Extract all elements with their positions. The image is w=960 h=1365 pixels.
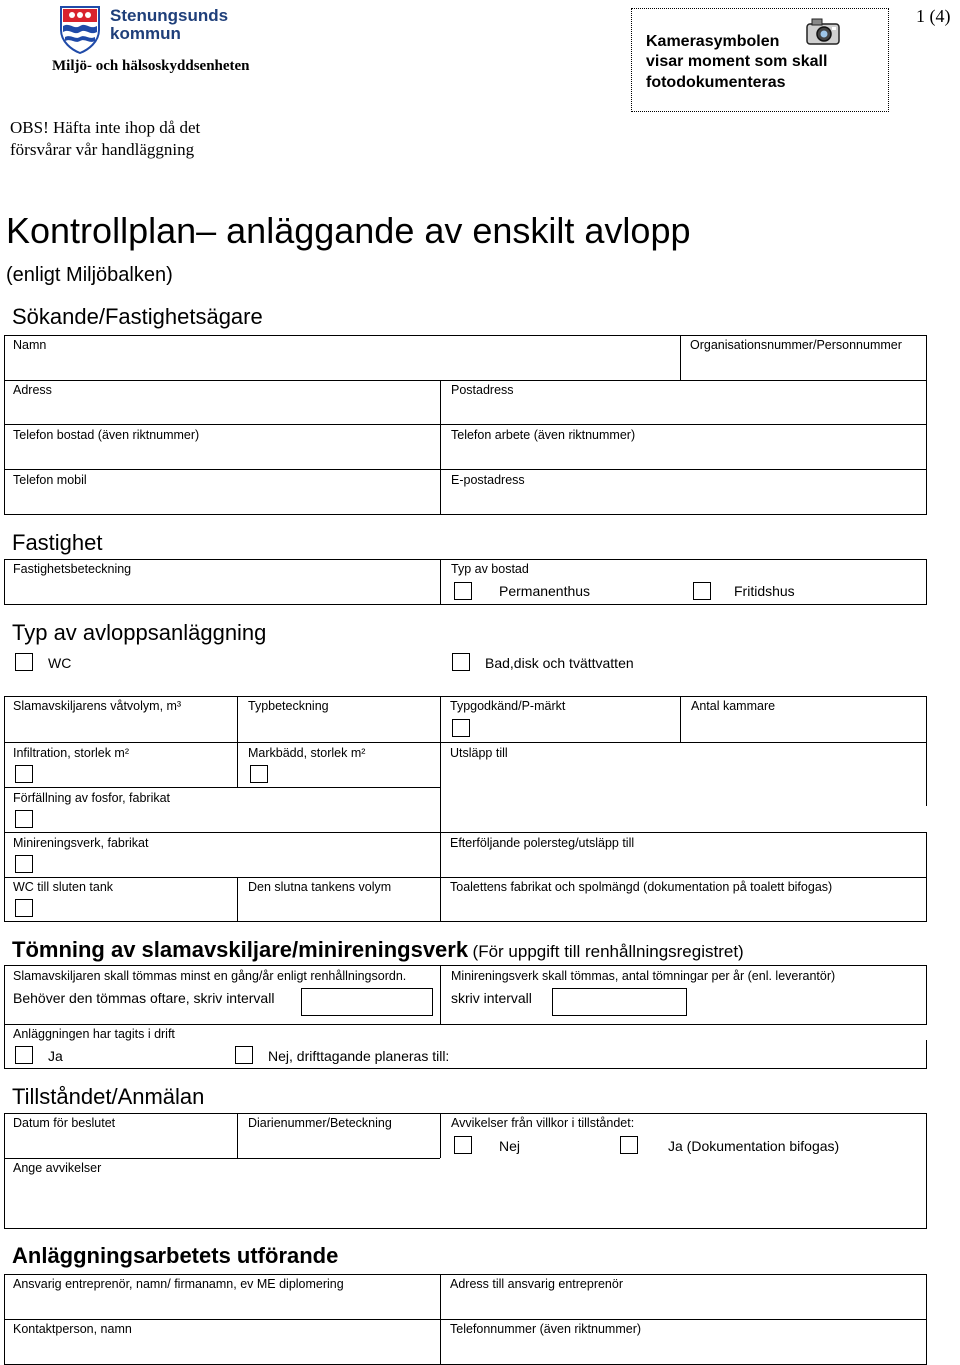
contractor-label: Ansvarig entreprenör, namn/ firmanamn, ev ME diplomering	[13, 1277, 344, 1291]
emptying-heading	[12, 937, 744, 963]
mini-interval-input[interactable]	[552, 988, 687, 1016]
bdt-label: Bad,disk och tvättvatten	[485, 655, 634, 671]
post-treatment-label: Efterföljande polersteg/utsläpp till	[450, 836, 635, 850]
deviations-yes-label: Ja (Dokumentation bifogas)	[668, 1138, 840, 1154]
reference-field[interactable]	[238, 1114, 439, 1157]
address-label: Adress	[13, 383, 52, 397]
closed-tank-checkbox[interactable]	[15, 899, 33, 917]
logo-text-line2: kommun	[110, 24, 181, 43]
mini-interval-label: skriv intervall	[451, 990, 532, 1006]
toilet-make-field[interactable]	[441, 878, 925, 920]
sludge-rule-label: Slamavskiljaren skall tömmas minst en gång/år enligt renhållningsordn.	[13, 969, 407, 983]
deviations-label: Ange avvikelser	[13, 1161, 102, 1175]
phosphorus-checkbox[interactable]	[15, 810, 33, 828]
contractor-phone-field[interactable]	[441, 1320, 925, 1363]
closed-tank-label: WC till sluten tank	[13, 880, 114, 894]
wc-checkbox[interactable]	[15, 653, 33, 671]
phone-home-field[interactable]	[5, 425, 439, 468]
property-designation-field[interactable]	[5, 560, 439, 603]
org-number-field[interactable]	[681, 336, 925, 379]
property-designation-label: Fastighetsbeteckning	[13, 562, 132, 576]
camera-icon	[804, 15, 842, 47]
deviations-no-label: Nej	[499, 1138, 521, 1154]
contractor-address-field[interactable]	[441, 1275, 925, 1318]
phone-mobile-label: Telefon mobil	[13, 473, 87, 487]
mound-label: Markbädd, storlek m²	[248, 746, 366, 760]
municipality-logo	[58, 4, 248, 54]
contact-label: Kontaktperson, namn	[13, 1322, 132, 1336]
permanent-checkbox[interactable]	[454, 582, 472, 600]
infiltration-label: Infiltration, storlek m²	[13, 746, 130, 760]
address-field[interactable]	[5, 381, 439, 423]
infiltration-checkbox[interactable]	[15, 765, 33, 783]
permanent-label: Permanenthus	[499, 583, 591, 599]
toilet-make-label: Toalettens fabrikat och spolmängd (dokumentation på toalett bifogas)	[450, 880, 833, 894]
bdt-checkbox[interactable]	[452, 653, 470, 671]
phone-work-label: Telefon arbete (även riktnummer)	[451, 428, 636, 442]
wc-label: WC	[48, 655, 72, 671]
property-heading: Fastighet	[12, 530, 103, 555]
phone-mobile-field[interactable]	[5, 470, 439, 513]
mini-rule-label: Minireningsverk skall tömmas, antal tömningar per år (enl. leverantör)	[451, 969, 836, 983]
mound-checkbox[interactable]	[250, 765, 268, 783]
chambers-label: Antal kammare	[691, 699, 776, 713]
type-approved-checkbox[interactable]	[452, 719, 470, 737]
sludge-interval-label: Behöver den tömmas oftare, skriv intervall	[13, 990, 275, 1006]
department-name: Miljö- och hälsoskyddsenheten	[52, 58, 250, 74]
page-title: Kontrollplan– anläggande av enskilt avlopp	[6, 210, 691, 251]
deviations-no-checkbox[interactable]	[454, 1136, 472, 1154]
contact-field[interactable]	[5, 1320, 439, 1363]
name-field[interactable]	[5, 336, 679, 379]
discharge-label: Utsläpp till	[450, 746, 508, 760]
sewage-heading: Typ av avloppsanläggning	[12, 620, 267, 645]
name-label: Namn	[13, 338, 47, 352]
applicant-heading: Sökande/Fastighetsägare	[12, 304, 263, 329]
contractor-address-label: Adress till ansvarig entreprenör	[450, 1277, 623, 1291]
phone-work-field[interactable]	[441, 425, 925, 468]
leisure-label: Fritidshus	[734, 583, 795, 599]
decision-date-field[interactable]	[5, 1114, 236, 1157]
leisure-checkbox[interactable]	[693, 582, 711, 600]
camera-note-line1: Kamerasymbolen	[646, 33, 780, 50]
deviations-field[interactable]	[5, 1159, 925, 1227]
mini-plant-checkbox[interactable]	[15, 855, 33, 873]
construction-heading: Anläggningsarbetets utförande	[12, 1243, 339, 1268]
postal-address-label: Postadress	[451, 383, 514, 397]
volume-label: Slamavskiljarens våtvolym, m³	[13, 699, 182, 713]
in-operation-yes-checkbox[interactable]	[15, 1046, 33, 1064]
postal-address-field[interactable]	[441, 381, 925, 423]
phone-home-label: Telefon bostad (även riktnummer)	[13, 428, 200, 442]
shield-icon	[58, 4, 102, 54]
deviations-yes-checkbox[interactable]	[620, 1136, 638, 1154]
sludge-interval-input[interactable]	[301, 988, 433, 1016]
emptying-heading-note: (För uppgift till renhållningsregistret)	[472, 942, 744, 961]
page-subtitle: (enligt Miljöbalken)	[6, 264, 173, 286]
obs-line2: försvårar vår handläggning	[10, 140, 195, 159]
logo-text-line1: Stenungsunds	[110, 6, 229, 25]
type-designation-label: Typbeteckning	[248, 699, 329, 713]
email-label: E-postadress	[451, 473, 525, 487]
org-number-label: Organisationsnummer/Personnummer	[690, 338, 902, 352]
mini-plant-label: Minireningsverk, fabrikat	[13, 836, 149, 850]
volume-field[interactable]	[5, 697, 236, 741]
permit-heading: Tillståndet/Anmälan	[12, 1084, 205, 1109]
obs-line1: OBS! Häfta inte ihop då det	[10, 118, 201, 137]
chambers-field[interactable]	[681, 697, 925, 741]
tank-volume-field[interactable]	[238, 878, 439, 920]
deviations-question: Avvikelser från villkor i tillståndet:	[451, 1116, 635, 1130]
camera-note-line2: visar moment som skall	[646, 53, 828, 70]
in-operation-no-label: Nej, drifttagande planeras till:	[268, 1048, 450, 1064]
contractor-phone-label: Telefonnummer (även riktnummer)	[450, 1322, 642, 1336]
page-number: 1 (4)	[916, 6, 951, 26]
type-approved-label: Typgodkänd/P-märkt	[450, 699, 566, 713]
in-operation-no-checkbox[interactable]	[235, 1046, 253, 1064]
in-operation-yes-label: Ja	[48, 1048, 63, 1064]
contractor-field[interactable]	[5, 1275, 439, 1318]
type-designation-field[interactable]	[238, 697, 439, 741]
decision-date-label: Datum för beslutet	[13, 1116, 116, 1130]
discharge-field[interactable]	[441, 743, 925, 831]
camera-note-line3: fotodokumenteras	[646, 74, 786, 91]
tank-volume-label: Den slutna tankens volym	[248, 880, 392, 894]
housing-type-label: Typ av bostad	[451, 562, 529, 576]
camera-note-box	[631, 8, 889, 112]
phosphorus-label: Förfällning av fosfor, fabrikat	[13, 791, 171, 805]
post-treatment-field[interactable]	[441, 833, 925, 876]
emptying-heading-bold: Tömning av slamavskiljare/minireningsverk	[12, 937, 469, 962]
email-field[interactable]	[441, 470, 925, 513]
reference-label: Diarienummer/Beteckning	[248, 1116, 392, 1130]
in-operation-label: Anläggningen har tagits i drift	[13, 1027, 175, 1041]
